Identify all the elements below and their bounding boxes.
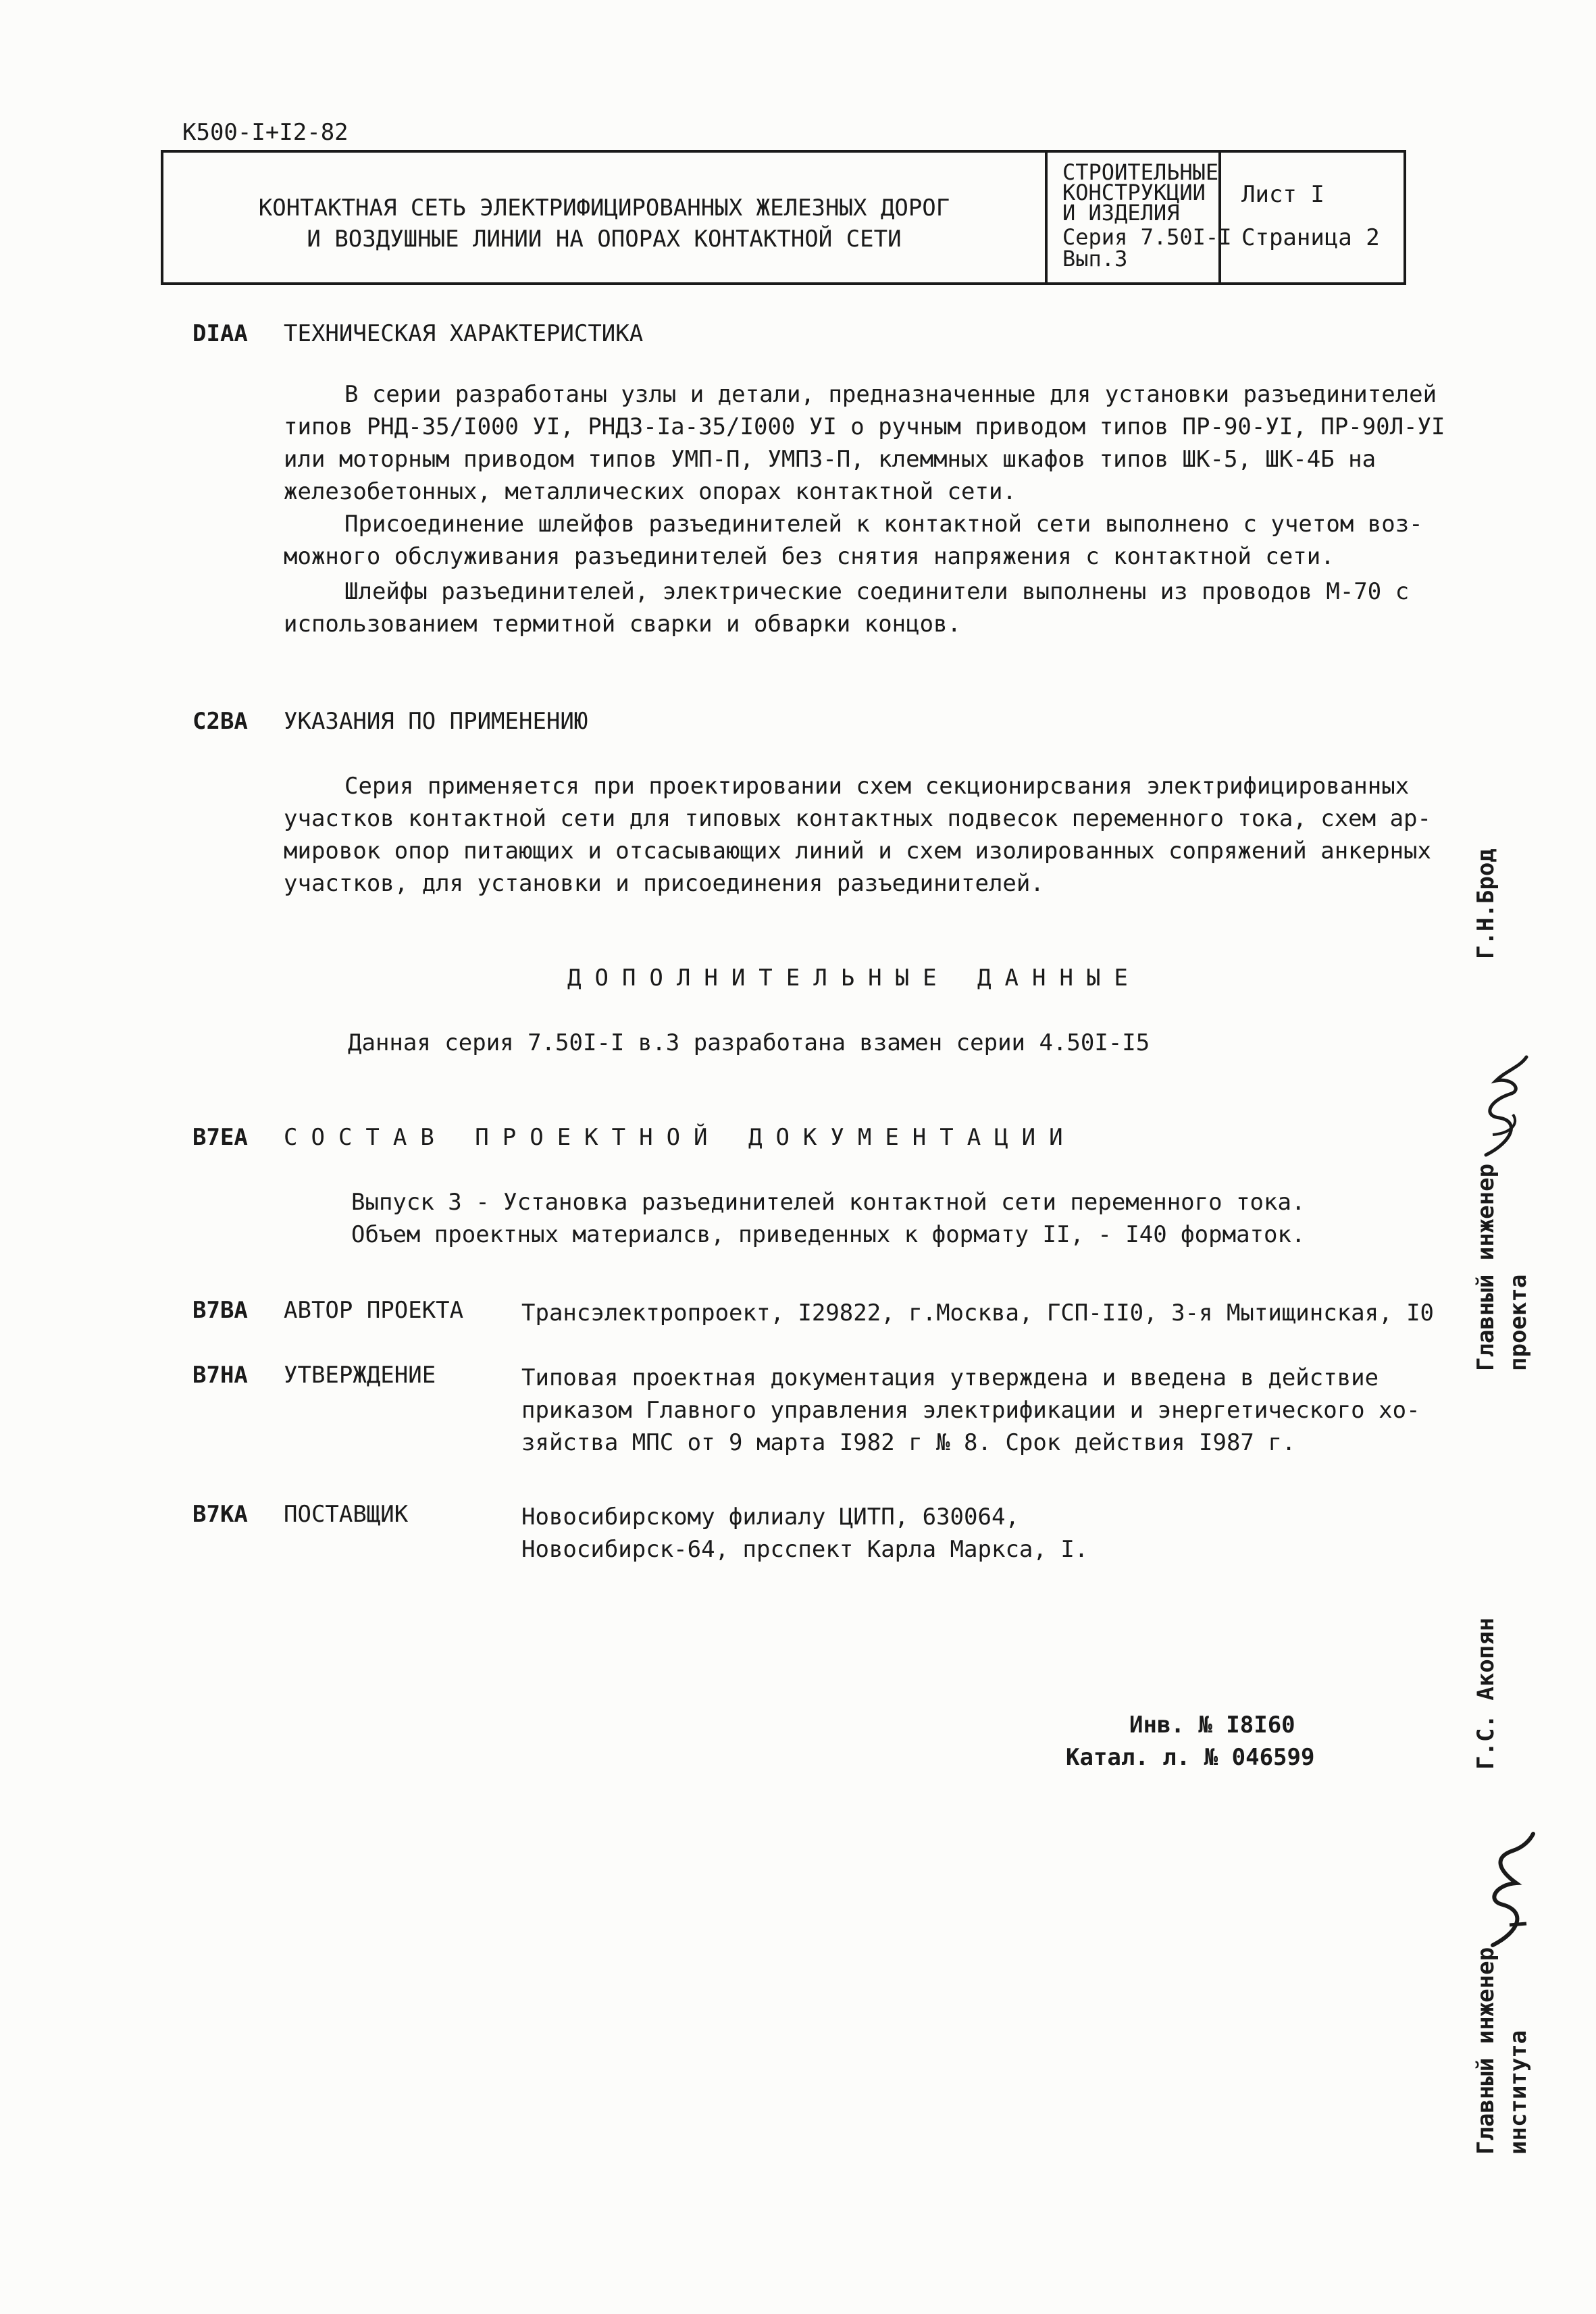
section-code-author: B7BA	[192, 1297, 248, 1324]
usage-line-2: участков контактной сети для типовых контактных подвесок переменного тока, схем ар-	[284, 805, 1431, 832]
signer-role-1-line2: проекта	[1505, 1274, 1532, 1371]
header-category-cell	[1045, 153, 1232, 282]
header-sheet-cell	[1221, 153, 1404, 282]
inventory-number: Инв. № I8I60	[1129, 1712, 1295, 1739]
category-line2: КОНСТРУКЦИИ	[1062, 180, 1206, 205]
signer-name-1: Г.Н.Брод	[1472, 848, 1499, 959]
extra-text: Данная серия 7.50I-I в.3 разработана взамен серии 4.50I-I5	[348, 1029, 1150, 1056]
section-label-approval: УТВЕРЖДЕНИЕ	[284, 1362, 436, 1389]
usage-line-1: Серия применяется при проектировании схем секционирсвания электрифицированных	[344, 773, 1410, 800]
tech-line-4: железобетонных, металлических опорах контактной сети.	[284, 478, 1016, 505]
header-stamp	[161, 150, 1406, 285]
section-title-composition: СОСТАВ ПРОЕКТНОЙ ДОКУМЕНТАЦИИ	[284, 1124, 1077, 1151]
usage-line-4: участков, для установки и присоединения разъединителей.	[284, 870, 1044, 897]
approval-line-2: приказом Главного управления электрификации и энергетического хо-	[521, 1397, 1420, 1424]
section-label-author: АВТОР ПРОЕКТА	[284, 1297, 464, 1324]
section-code-supplier: B7KA	[192, 1501, 248, 1528]
composition-line-1: Выпуск 3 - Установка разъединителей контактной сети переменного тока.	[351, 1189, 1306, 1216]
signer-role-2-line1: Главный инженер	[1472, 1947, 1499, 2155]
usage-line-3: мировок опор питающих и отсасывающих линий и схем изолированных сопряжений анкерных	[284, 838, 1431, 865]
composition-line-2: Объем проектных материалсв, приведенных к формату II, - I40 форматок.	[351, 1221, 1306, 1248]
supplier-line-2: Новосибирск-64, прсспект Карла Маркса, I.	[521, 1536, 1089, 1563]
section-code-usage: C2BA	[192, 708, 248, 735]
approval-line-1: Типовая проектная документация утверждена и введена в действие	[521, 1364, 1379, 1391]
tech-line-8: использованием термитной сварки и обварки концов.	[284, 611, 962, 638]
tech-line-6: можного обслуживания разъединителей без снятия напряжения с контактной сети.	[284, 543, 1335, 570]
author-text: Трансэлектропроект, I29822, г.Москва, ГСП-II0, 3-я Мытищинская, I0	[521, 1300, 1435, 1327]
category-line3: И ИЗДЕЛИЯ	[1062, 200, 1180, 226]
sheet-number: Лист I	[1241, 181, 1324, 208]
signer-role-2-line2: института	[1505, 2030, 1532, 2155]
page-number: Страница 2	[1241, 224, 1380, 251]
category-line1: СТРОИТЕЛЬНЫЕ	[1062, 159, 1219, 185]
header-title-line1: КОНТАКТНАЯ СЕТЬ ЭЛЕКТРИФИЦИРОВАННЫХ ЖЕЛЕЗНЫХ ДОРОГ	[258, 195, 950, 222]
header-title-line2: И ВОЗДУШНЫЕ ЛИНИИ НА ОПОРАХ КОНТАКТНОЙ СЕТИ	[307, 226, 902, 253]
signer-name-2: Г.С. Акопян	[1472, 1617, 1499, 1770]
signer-role-1-line1: Главный инженер	[1472, 1163, 1499, 1371]
tech-line-7: Шлейфы разъединителей, электрические соединители выполнены из проводов М-70 с	[344, 578, 1410, 605]
section-code-composition: B7EA	[192, 1124, 248, 1151]
tech-line-2: типов РНД-35/I000 УI, РНДЗ-Iа-35/I000 УI о ручным приводом типов ПР-90-УI, ПР-90Л-УI	[284, 413, 1445, 440]
signature-1-icon	[1472, 1054, 1533, 1162]
signature-2-icon	[1472, 1830, 1540, 1952]
header-title-cell	[163, 153, 1045, 282]
approval-line-3: зяйства МПС от 9 марта I982 г № 8. Срок действия I987 г.	[521, 1429, 1296, 1456]
document-code: К500-I+I2-82	[182, 119, 349, 146]
catalog-number: Катал. л. № 046599	[1066, 1744, 1315, 1771]
series-number: Серия 7.50I-I	[1062, 224, 1232, 250]
section-title-tech: ТЕХНИЧЕСКАЯ ХАРАКТЕРИСТИКА	[284, 320, 644, 347]
section-title-usage: УКАЗАНИЯ ПО ПРИМЕНЕНИЮ	[284, 708, 588, 735]
section-title-extra: ДОПОЛНИТЕЛЬНЫЕ ДАННЫЕ	[567, 965, 1141, 992]
section-label-supplier: ПОСТАВЩИК	[284, 1501, 409, 1528]
issue-number: Вып.3	[1062, 246, 1128, 272]
section-code-approval: B7HA	[192, 1362, 248, 1389]
tech-line-5: Присоединение шлейфов разъединителей к контактной сети выполнено с учетом воз-	[344, 511, 1423, 538]
section-code-tech: DIAA	[192, 320, 248, 347]
supplier-line-1: Новосибирскому филиалу ЦИТП, 630064,	[521, 1503, 1019, 1531]
tech-line-3: или моторным приводом типов УМП-П, УМПЗ-П, клеммных шкафов типов ШК-5, ШК-4Б на	[284, 446, 1376, 473]
tech-line-1: В серии разработаны узлы и детали, предназначенные для установки разъединителей	[344, 381, 1437, 408]
